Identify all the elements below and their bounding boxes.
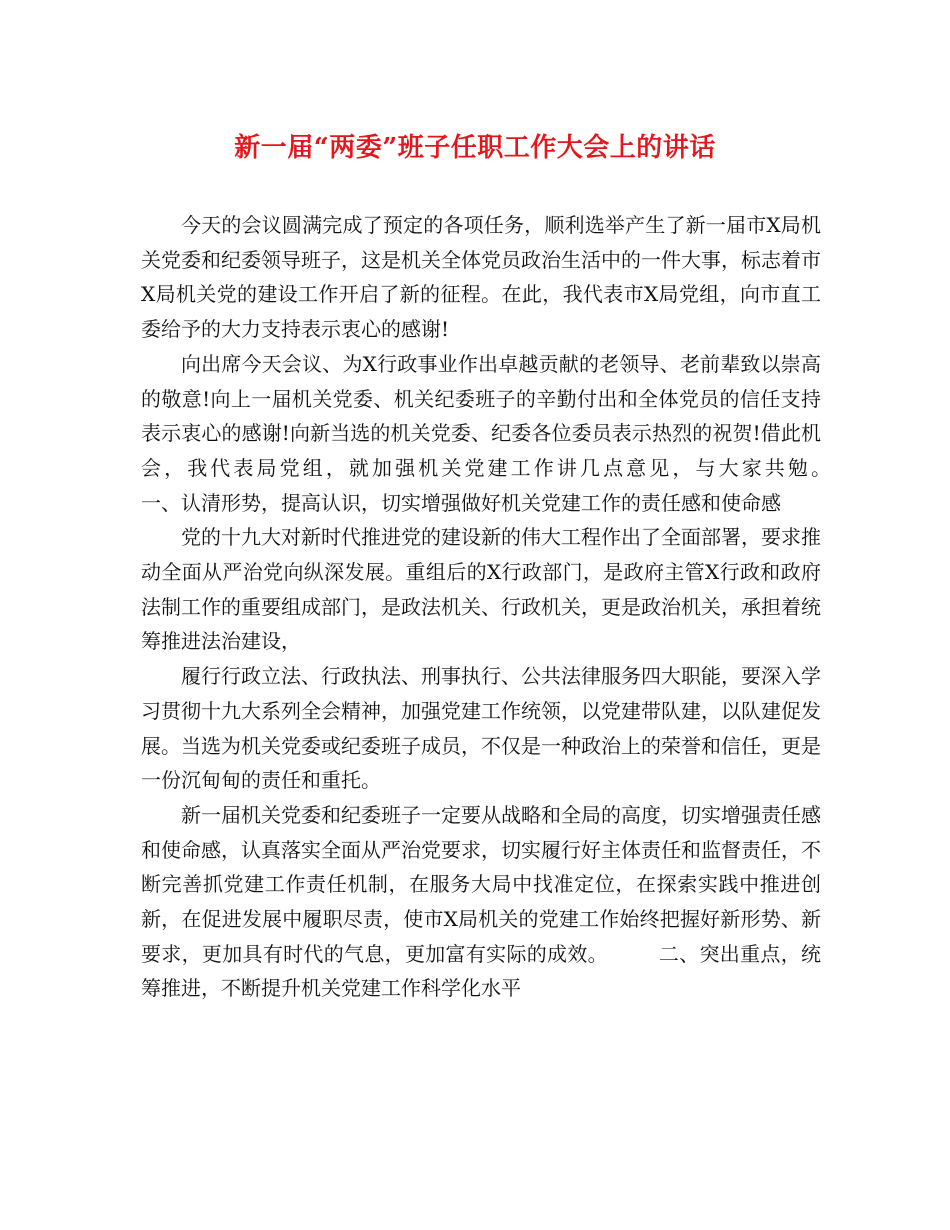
document-body (141, 208, 881, 1006)
paragraph-4: 履行行政立法、行政执法、刑事执行、公共法律服务四大职能，要深入学习贯彻十九大系列全会精神，加强党建工作统领，以党建带队建，以队建促发展。当选为机关党委或纪委班子成员，不仅是一种政治上的荣誉和信任，更是一份沉甸甸的责任和重托。 (141, 664, 821, 793)
paragraph-1: 今天的会议圆满完成了预定的各项任务，顺利选举产生了新一届市X局机关党委和纪委领导班子，这是机关全体党员政治生活中的一件大事，标志着市X局机关党的建设工作开启了新的征程。在此，我代表市X局党组，向市直工委给予的大力支持表示衷心的感谢! (141, 213, 821, 342)
paragraph-2: 向出席今天会议、为X行政事业作出卓越贡献的老领导、老前辈致以崇高的敬意!向上一届机关党委、机关纪委班子的辛勤付出和全体党员的信任支持表示衷心的感谢!向新当选的机关党委、纪委各位委员表示热烈的祝贺!借此机会，我代表局党组，就加强机关党建工作讲几点意见，与大家共勉。 一、认清形势，提高认识，切实增强做好机关党建工作的责任感和使命感 (141, 351, 881, 515)
paragraph-3: 党的十九大对新时代推进党的建设新的伟大工程作出了全面部署，要求推动全面从严治党向纵深发展。重组后的X行政部门，是政府主管X行政和政府法制工作的重要组成部门，是政法机关、行政机关，更是政治机关，承担着统筹推进法治建设， (141, 525, 821, 654)
paragraph-5: 新一届机关党委和纪委班子一定要从战略和全局的高度，切实增强责任感和使命感，认真落实全面从严治党要求，切实履行好主体责任和监督责任，不断完善抓党建工作责任机制，在服务大局中找准定位，在探索实践中推进创新，在促进发展中履职尽责，使市X局机关的党建工作始终把握好新形势、新要求，更加具有时代的气息，更加富有实际的成效。 二、突出重点，统筹推进，不断提升机关党建工作科学化水平 (141, 802, 821, 1001)
document-title: 新一届“两委”班子任职工作大会上的讲话 (234, 133, 716, 163)
